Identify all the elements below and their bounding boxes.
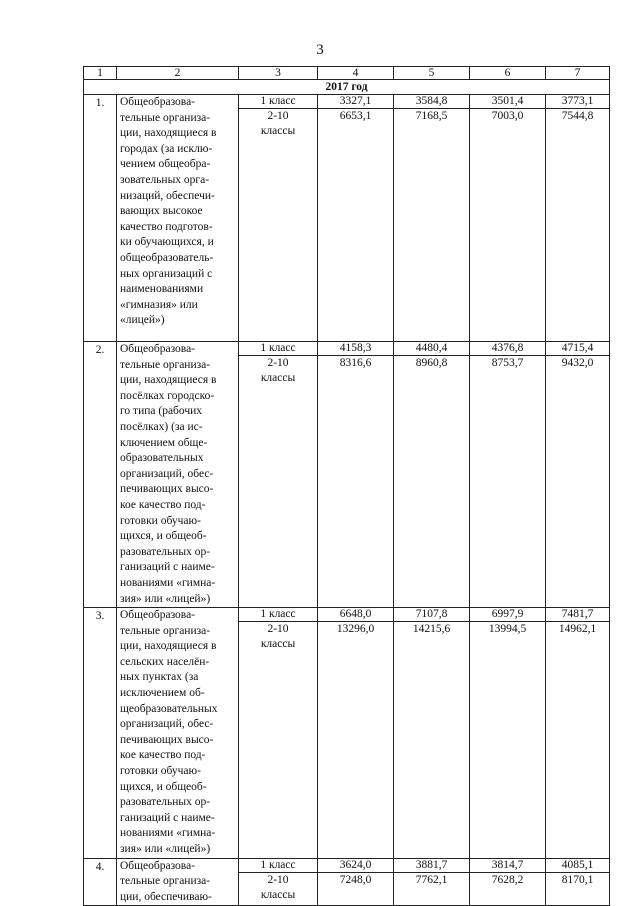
value-class-2-10: 14962,1 xyxy=(558,623,597,636)
year-row xyxy=(84,80,610,95)
value-class-2-10: 7762,1 xyxy=(415,873,448,886)
class-2-10-label: 2-10 классы xyxy=(260,873,296,901)
value-cell xyxy=(546,608,610,859)
value-class-2-10: 13994,5 xyxy=(488,623,527,636)
value-cell xyxy=(394,342,470,608)
value-cell xyxy=(318,608,394,859)
value-class-2-10: 7248,0 xyxy=(339,873,372,886)
class-2-10-label: 2-10 классы xyxy=(260,623,296,651)
value-cell xyxy=(470,342,546,608)
class-1-label: 1 класс xyxy=(239,859,317,873)
value-class-2-10: 6653,1 xyxy=(339,110,372,122)
class-1-label: 1 класс xyxy=(239,342,317,356)
value-class-2-10: 8316,6 xyxy=(339,357,372,369)
value-class-2-10: 8753,7 xyxy=(491,357,524,369)
header-cell: 2 xyxy=(117,67,239,80)
page-number: 3 xyxy=(316,42,324,58)
class-2-10-label: 2-10 классы xyxy=(260,357,296,384)
organization-type: Общеобразова- тельные организа- ции, находящиеся в посёлках городско- го типа (рабочих посёлках) (за ис- ключением обще- образовательных организаций, обес- печивающих высо- кое качество под- готовки обучаю- щихся, и общеоб- разовательных ор- ганизаций с наиме- нованиями «гимна- зия» или «лицей») xyxy=(117,342,239,608)
row-number: 4. xyxy=(84,858,117,906)
class-cell xyxy=(239,608,318,859)
value-cell xyxy=(546,858,610,906)
value-class-1: 4158,3 xyxy=(318,342,393,356)
value-class-1: 3881,7 xyxy=(394,859,469,873)
row-number: 3. xyxy=(84,608,117,859)
header-cell: 1 xyxy=(84,67,117,80)
class-2-10-label: 2-10 классы xyxy=(260,110,296,137)
table-row xyxy=(84,608,610,859)
value-class-1: 6997,9 xyxy=(470,608,545,622)
value-class-1: 3773,1 xyxy=(546,95,609,109)
value-class-2-10: 7544,8 xyxy=(561,110,594,122)
header-cell: 5 xyxy=(394,67,470,80)
value-class-1: 6648,0 xyxy=(318,608,393,622)
class-cell xyxy=(239,342,318,608)
value-class-1: 4715,4 xyxy=(546,342,609,356)
table-header-row xyxy=(84,67,610,80)
value-class-2-10: 7003,0 xyxy=(491,110,524,122)
value-class-1: 3584,8 xyxy=(394,95,469,109)
value-cell xyxy=(394,95,470,342)
class-cell xyxy=(239,95,318,342)
year-label: 2017 год xyxy=(84,80,610,95)
value-cell xyxy=(470,858,546,906)
value-cell xyxy=(546,342,610,608)
value-class-2-10: 7628,2 xyxy=(491,873,524,886)
value-class-2-10: 9432,0 xyxy=(561,357,594,369)
value-class-1: 7107,8 xyxy=(394,608,469,622)
organization-type: Общеобразова- тельные организа- ции, находящиеся в городах (за исклю- чением общеобра- зовательных орга- низаций, обеспечи- вающих высокое качество подготов- ки обучающихся, и общеобразователь- ных организаций с наименованиями «гимназия» или «лицей») xyxy=(117,95,239,342)
table-row xyxy=(84,342,610,608)
value-cell xyxy=(318,858,394,906)
value-class-1: 4480,4 xyxy=(394,342,469,356)
organization-type: Общеобразова- тельные организа- ции, обеспечиваю- xyxy=(117,858,239,906)
value-cell xyxy=(546,95,610,342)
table-body xyxy=(84,95,610,906)
tariff-table xyxy=(83,66,610,906)
value-cell xyxy=(394,608,470,859)
value-cell xyxy=(470,608,546,859)
class-1-label: 1 класс xyxy=(239,95,317,109)
header-cell: 7 xyxy=(546,67,610,80)
value-class-1: 3501,4 xyxy=(470,95,545,109)
value-class-2-10: 13296,0 xyxy=(336,623,375,636)
value-class-2-10: 14215,6 xyxy=(412,623,451,636)
value-class-1: 3814,7 xyxy=(470,859,545,873)
value-class-2-10: 7168,5 xyxy=(415,110,448,122)
value-class-1: 4376,8 xyxy=(470,342,545,356)
value-class-1: 3327,1 xyxy=(318,95,393,109)
organization-type: Общеобразова- тельные организа- ции, находящиеся в сельских населён- ных пунктах (за исключением об- щеобразовательных организаций, обес- печивающих высо- кое качество под- готовки обучаю- щихся, и общеоб- разовательных ор- ганизаций с наиме- нованиями «гимна- зия» или «лицей») xyxy=(117,608,239,859)
row-number: 1. xyxy=(84,95,117,342)
value-cell xyxy=(394,858,470,906)
class-cell xyxy=(239,858,318,906)
class-1-label: 1 класс xyxy=(239,608,317,622)
row-number: 2. xyxy=(84,342,117,608)
value-class-1: 7481,7 xyxy=(546,608,609,622)
value-cell xyxy=(470,95,546,342)
table-row xyxy=(84,95,610,342)
value-class-2-10: 8960,8 xyxy=(415,357,448,369)
table-row xyxy=(84,858,610,906)
value-class-1: 4085,1 xyxy=(546,859,609,873)
value-cell xyxy=(318,95,394,342)
value-class-2-10: 8170,1 xyxy=(561,873,594,886)
header-cell: 4 xyxy=(318,67,394,80)
header-cell: 6 xyxy=(470,67,546,80)
value-cell xyxy=(318,342,394,608)
header-cell: 3 xyxy=(239,67,318,80)
value-class-1: 3624,0 xyxy=(318,859,393,873)
